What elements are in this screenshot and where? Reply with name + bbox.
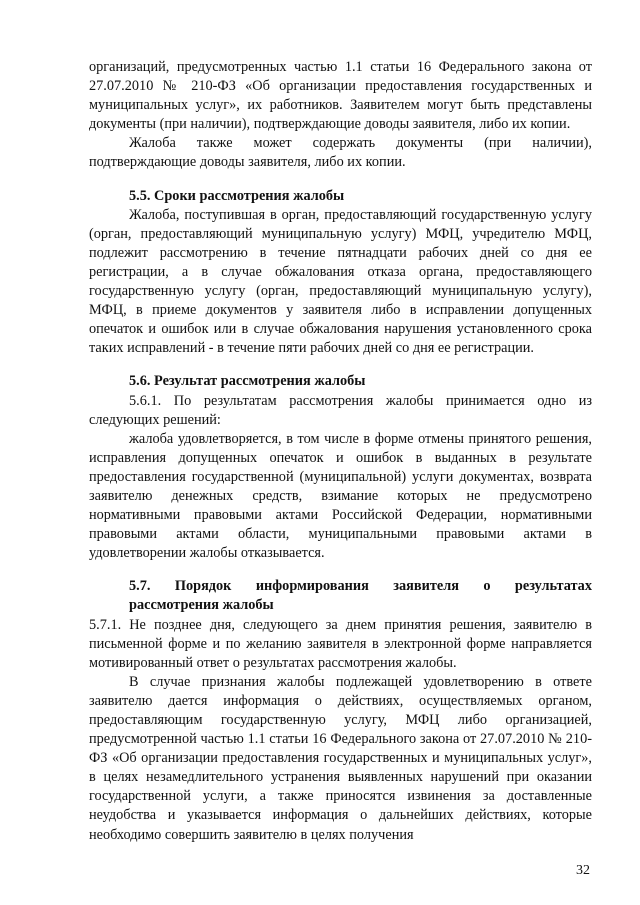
section-heading-5-7 <box>89 577 592 596</box>
page-content <box>89 58 592 845</box>
section-heading-5-5: 5.5. Сроки рассмотрения жалобы <box>129 187 345 204</box>
intro-paragraph: организаций, предусмотренных частью 1.1 статьи 16 Федерального закона от 27.07.2010 № 210-ФЗ «Об организации предоставления государственных и муниципальных услуг», их работников. Заявителем могут быть представлены документы (при наличии), подтверждающие доводы заявителя, либо их копии. <box>89 59 592 133</box>
section-heading-5-6: 5.6. Результат рассмотрения жалобы <box>129 373 366 390</box>
section-heading-5-7-line-2: рассмотрения жалобы <box>129 597 274 614</box>
heading-word: информирования <box>255 578 369 595</box>
heading-word: о <box>483 578 491 595</box>
heading-word: заявителя <box>393 578 459 595</box>
section-5-6-decision-text: жалоба удовлетворяется, в том числе в форме отмены принятого решения, исправления допущенных опечаток и ошибок в выданных в результате предоставления государственной (муниципальной) услуги документах, возврата заявителю денежных средств, взимание которых не предусмотрено нормативными правовыми актами Российской Федерации, нормативными правовыми актами области, муниципальными правовыми актами в удовлетворении жалобы отказывается. <box>89 430 592 562</box>
heading-word: 5.7. <box>129 578 151 595</box>
intro-paragraph-documents: Жалоба также может содержать документы (при наличии), подтверждающие доводы заявителя, либо их копии. <box>89 135 592 171</box>
section-5-7-1-text: 5.7.1. Не позднее дня, следующего за днем принятия решения, заявителю в письменной форме и по желанию заявителя в электронной форме направляется мотивированный ответ о результатах рассмотрения жалобы. <box>89 616 592 671</box>
heading-word: результатах <box>514 578 592 595</box>
page-number: 32 <box>576 863 590 878</box>
section-5-5-text: Жалоба, поступившая в орган, предоставляющий государственную услугу (орган, предоставляющий муниципальную услугу) МФЦ, учредителю МФЦ, подлежит рассмотрению в течение пятнадцати рабочих дней со дня ее регистрации, а в случае обжалования отказа органа, предоставляющего государственную услугу (орган, предоставляющий муниципальную услугу), МФЦ, в приеме документов у заявителя либо в исправлении допущенных опечаток и ошибок или в случае обжалования нарушения установленного срока таких исправлений - в течение пяти рабочих дней со дня ее регистрации. <box>89 206 592 357</box>
section-5-6-1-text: 5.6.1. По результатам рассмотрения жалобы принимается одно из следующих решений: <box>89 392 592 428</box>
heading-word: Порядок <box>174 578 232 595</box>
section-5-7-satisfaction-text: В случае признания жалобы подлежащей удовлетворению в ответе заявителю дается информация о действиях, осуществляемых органом, предоставляющим государственную услугу, МФЦ либо организацией, предусмотренной частью 1.1 статьи 16 Федерального закона от 27.07.2010 № 210-ФЗ «Об организации предоставления государственных и муниципальных услуг», в целях незамедлительного устранения выявленных нарушений при оказании государственной услуги, а также приносятся извинения за доставленные неудобства и указывается информация о дальнейших действиях, которые необходимо совершить заявителю в целях получения <box>89 673 592 843</box>
